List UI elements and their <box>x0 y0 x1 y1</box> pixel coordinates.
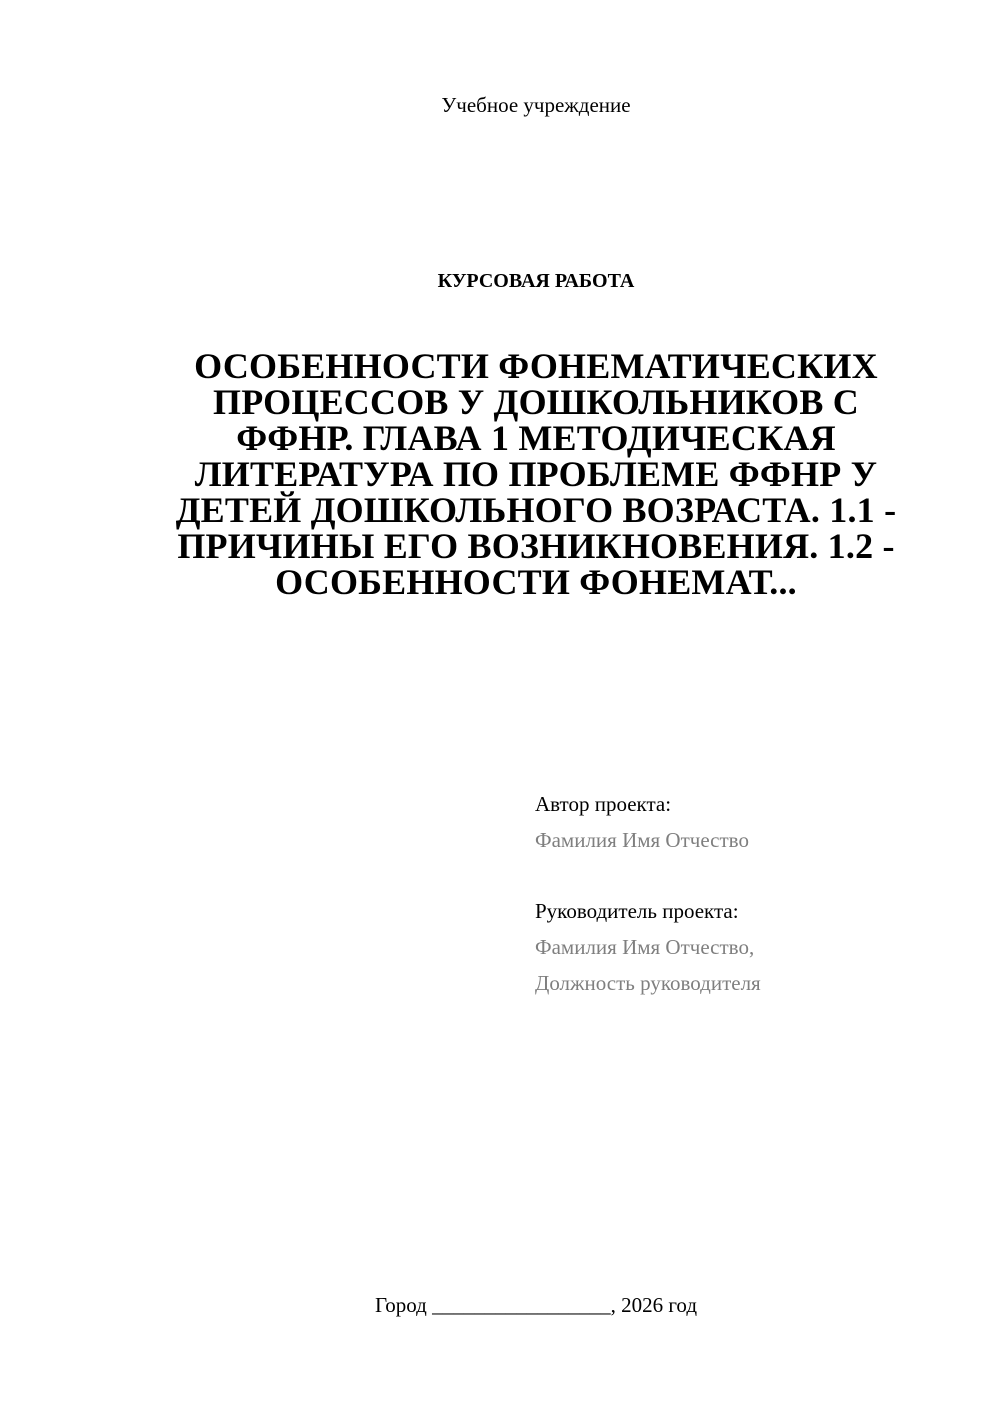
title-line: ФФНР. ГЛАВА 1 МЕТОДИЧЕСКАЯ <box>236 418 836 458</box>
supervisor-label: Руководитель проекта: <box>535 899 739 923</box>
title-line: ДЕТЕЙ ДОШКОЛЬНОГО ВОЗРАСТА. 1.1 - <box>175 490 897 530</box>
supervisor-block <box>535 893 975 1001</box>
supervisor-name: Фамилия Имя Отчество, <box>535 935 755 959</box>
supervisor-position: Должность руководителя <box>535 971 761 995</box>
document-type: КУРСОВАЯ РАБОТА <box>437 270 635 292</box>
title-line: ОСОБЕННОСТИ ФОНЕМАТИЧЕСКИХ <box>194 346 878 386</box>
title-line: ПРИЧИНЫ ЕГО ВОЗНИКНОВЕНИЯ. 1.2 - <box>177 526 895 566</box>
city-year-line: Город _________________, 2026 год <box>374 1293 698 1317</box>
author-name: Фамилия Имя Отчество <box>535 828 749 852</box>
author-block <box>535 786 975 858</box>
author-label: Автор проекта: <box>535 792 672 816</box>
institution-name: Учебное учреждение <box>441 93 631 117</box>
title-line: ОСОБЕННОСТИ ФОНЕМАТ... <box>275 562 797 602</box>
document-title <box>140 348 932 600</box>
title-line: ПРОЦЕССОВ У ДОШКОЛЬНИКОВ С <box>213 382 859 422</box>
title-line: ЛИТЕРАТУРА ПО ПРОБЛЕМЕ ФФНР У <box>194 454 878 494</box>
